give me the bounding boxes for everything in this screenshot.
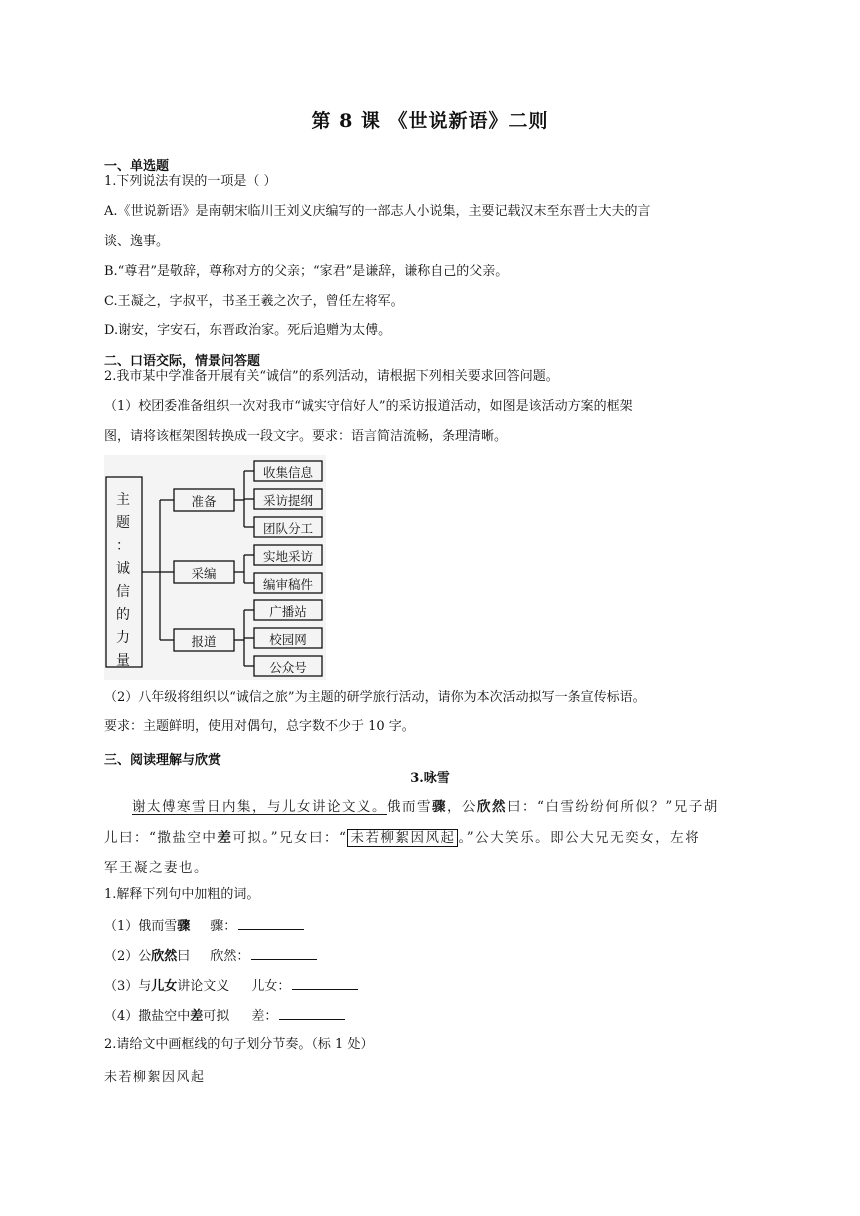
word-context: 曰 — [177, 949, 191, 964]
reading-question-1: 1.解释下列句中加粗的词。 — [104, 887, 260, 902]
word-label: 欣然： — [210, 949, 250, 964]
section-heading-1: 一、单选题 — [104, 159, 170, 174]
word-item-1 — [104, 917, 304, 936]
word-context: （4）撒盐空中 — [104, 1009, 191, 1024]
leaf-label: 收集信息 — [262, 465, 313, 480]
bold-word: 儿女 — [151, 979, 178, 994]
option-c: C.王凝之，字叔平，书圣王羲之次子，曾任左将军。 — [104, 294, 404, 309]
passage-text: 曰：“白雪纷纷何所似？”兄子胡 — [507, 799, 719, 815]
option-a-line1: A.《世说新语》是南朝宋临川王刘义庆编写的一部志人小说集，主要记载汉末至东晋士大夫的言 — [104, 204, 651, 219]
passage-text: 。”公大笑乐。即公大兄无奕女，左将 — [458, 830, 701, 846]
leaf-label: 采访提纲 — [262, 493, 313, 508]
section-heading-2: 二、口语交际，情景问答题 — [104, 354, 261, 369]
answer-blank[interactable] — [251, 947, 317, 960]
bold-word: 欣然 — [477, 799, 507, 815]
answer-blank[interactable] — [292, 977, 358, 990]
word-context: 讲论文义 — [177, 979, 230, 994]
question-2: 2.我市某中学准备开展有关“诚信”的系列活动，请根据下列相关要求回答问题。 — [104, 369, 559, 384]
option-b: B.“尊君”是敬辞，尊称对方的父亲；“家君”是谦辞，谦称自己的父亲。 — [104, 264, 509, 279]
passage-text: 儿曰：“撒盐空中 — [104, 830, 218, 846]
leaf-label: 编审稿件 — [262, 577, 313, 592]
leaf-label: 公众号 — [269, 660, 307, 675]
main-char: 的 — [116, 607, 130, 623]
main-char: ： — [116, 538, 130, 554]
section-heading-3: 三、阅读理解与欣赏 — [104, 753, 222, 768]
bold-word: 骤 — [177, 919, 191, 934]
answer-blank[interactable] — [279, 1007, 345, 1020]
bold-word: 差 — [190, 1009, 204, 1024]
passage-line-3: 军王凝之妻也。 — [104, 860, 209, 876]
rhythm-sentence: 未若柳絮因风起 — [104, 1070, 206, 1085]
leaf-label: 团队分工 — [262, 521, 313, 536]
word-label: 骤： — [210, 919, 237, 934]
leaf-label: 校园网 — [269, 632, 307, 647]
passage-text: 俄而雪 — [387, 799, 432, 815]
diagram-main-label — [108, 489, 138, 673]
main-char: 题 — [116, 515, 130, 531]
group-label-prepare: 准备 — [191, 494, 217, 509]
sub-question-1-line2: 图，请将该框架图转换成一段文字。要求：语言简洁流畅，条理清晰。 — [104, 429, 508, 444]
question-1: 1.下列说法有误的一项是（ ） — [104, 174, 277, 189]
passage-title: 3.咏雪 — [410, 771, 450, 786]
leaf-label: 广播站 — [269, 604, 307, 619]
leaf-label: 实地采访 — [262, 549, 313, 564]
word-context: 可拟 — [203, 1009, 230, 1024]
framework-diagram — [104, 455, 326, 680]
sub-question-2-line1: （2）八年级将组织以“诚信之旅”为主题的研学旅行活动，请你为本次活动拟写一条宣传标语。 — [104, 690, 646, 705]
page-title: 第 8 课 《世说新语》二则 — [311, 110, 549, 132]
boxed-sentence: 未若柳絮因风起 — [347, 829, 458, 847]
group-label-report: 报道 — [191, 634, 217, 649]
group-label-edit: 采编 — [191, 566, 217, 581]
passage-text: 可拟。”兄女曰：“ — [232, 830, 348, 846]
main-char: 力 — [116, 630, 130, 646]
reading-question-2: 2.请给文中画框线的句子划分节奏。（标 1 处） — [104, 1037, 374, 1052]
word-context: （2）公 — [104, 949, 152, 964]
word-item-2 — [104, 947, 317, 966]
word-context: （3）与 — [104, 979, 152, 994]
bold-word: 差 — [217, 830, 233, 846]
option-d: D.谢安，字安石，东晋政治家。死后追赠为太傅。 — [104, 323, 392, 338]
main-char: 量 — [116, 653, 130, 669]
underlined-sentence: 谢太傅寒雪日内集，与儿女讲论文义。 — [132, 799, 387, 815]
sub-question-2-line2: 要求：主题鲜明，使用对偶句，总字数不少于 10 字。 — [104, 719, 415, 734]
word-item-4 — [104, 1007, 345, 1026]
answer-blank[interactable] — [238, 917, 304, 930]
main-char: 诚 — [116, 561, 130, 577]
word-item-3 — [104, 977, 358, 996]
word-label: 儿女： — [251, 979, 291, 994]
bold-word: 欣然 — [151, 949, 178, 964]
option-a-line2: 谈、逸事。 — [104, 234, 170, 249]
word-context: （1）俄而雪 — [104, 919, 178, 934]
passage-text: ，公 — [447, 799, 477, 815]
main-char: 信 — [116, 584, 130, 600]
passage-line-2 — [104, 826, 700, 846]
passage-line-1 — [132, 795, 719, 815]
bold-word: 骤 — [432, 799, 447, 815]
sub-question-1-line1: （1）校团委准备组织一次对我市“诚实守信好人”的采访报道活动，如图是该活动方案的框架 — [104, 399, 633, 414]
word-label: 差： — [251, 1009, 278, 1024]
main-char: 主 — [116, 492, 130, 508]
